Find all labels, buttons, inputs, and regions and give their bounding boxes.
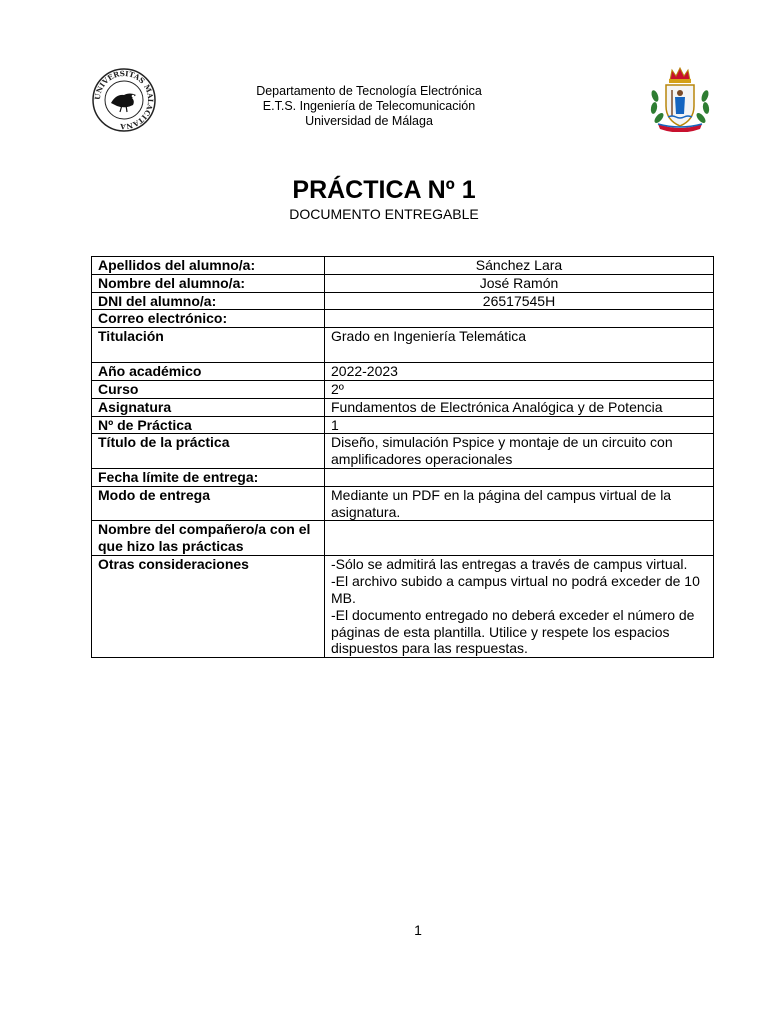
- school-line: E.T.S. Ingeniería de Telecomunicación: [262, 99, 476, 113]
- field-label: Nombre del compañero/a con el que hizo las prácticas: [92, 521, 325, 556]
- field-value: Sánchez Lara: [325, 257, 714, 275]
- field-label: Asignatura: [92, 398, 325, 416]
- field-value: [325, 310, 714, 328]
- table-row: [92, 257, 714, 275]
- table-row: [92, 380, 714, 398]
- field-value: Diseño, simulación Pspice y montaje de un circuito con amplificadores operacionales: [325, 434, 714, 469]
- field-value: 1: [325, 416, 714, 434]
- table-row: [92, 416, 714, 434]
- field-label: Curso: [92, 380, 325, 398]
- field-label: Modo de entrega: [92, 486, 325, 521]
- field-value: [325, 468, 714, 486]
- field-label: Nombre del alumno/a:: [92, 274, 325, 292]
- field-label: DNI del alumno/a:: [92, 292, 325, 310]
- field-label: Correo electrónico:: [92, 310, 325, 328]
- table-row: [92, 328, 714, 363]
- table-row: [92, 521, 714, 556]
- field-value: 26517545H: [325, 292, 714, 310]
- table-row: [92, 556, 714, 658]
- table-row: [92, 398, 714, 416]
- table-row: [92, 468, 714, 486]
- table-row: [92, 434, 714, 469]
- document-title: PRÁCTICA Nº 1: [292, 176, 476, 204]
- field-label: Año académico: [92, 363, 325, 381]
- field-value: 2022-2023: [325, 363, 714, 381]
- field-label: Apellidos del alumno/a:: [92, 257, 325, 275]
- field-value: José Ramón: [325, 274, 714, 292]
- student-info-table: [91, 256, 714, 658]
- page-number: 1: [414, 922, 422, 938]
- department-line: Departamento de Tecnología Electrónica: [256, 84, 482, 98]
- field-label: Fecha límite de entrega:: [92, 468, 325, 486]
- field-value: 2º: [325, 380, 714, 398]
- table-row: [92, 363, 714, 381]
- document-subtitle: DOCUMENTO ENTREGABLE: [289, 206, 479, 222]
- university-line: Universidad de Málaga: [305, 114, 433, 128]
- field-value: Fundamentos de Electrónica Analógica y de Potencia: [325, 398, 714, 416]
- seal-lettering: UNIVERSITAS MALACITANA: [92, 68, 156, 132]
- field-label: Título de la práctica: [92, 434, 325, 469]
- field-label: Titulación: [92, 328, 325, 363]
- field-value: -Sólo se admitirá las entregas a través de campus virtual. -El archivo subido a campus virtual no podrá exceder de 10 MB. -El documento entregado no deberá exceder el número de páginas de esta plantilla. Utilice y respete los espacios dispuestos para las respuestas.: [325, 556, 714, 658]
- field-value: [325, 521, 714, 556]
- table-row: [92, 292, 714, 310]
- coat-of-arms-icon: [646, 66, 714, 132]
- field-value: Grado en Ingeniería Telemática: [325, 328, 714, 363]
- table-row: [92, 310, 714, 328]
- field-label: Otras consideraciones: [92, 556, 325, 658]
- table-row: [92, 274, 714, 292]
- field-value: Mediante un PDF en la página del campus virtual de la asignatura.: [325, 486, 714, 521]
- field-label: Nº de Práctica: [92, 416, 325, 434]
- table-row: [92, 486, 714, 521]
